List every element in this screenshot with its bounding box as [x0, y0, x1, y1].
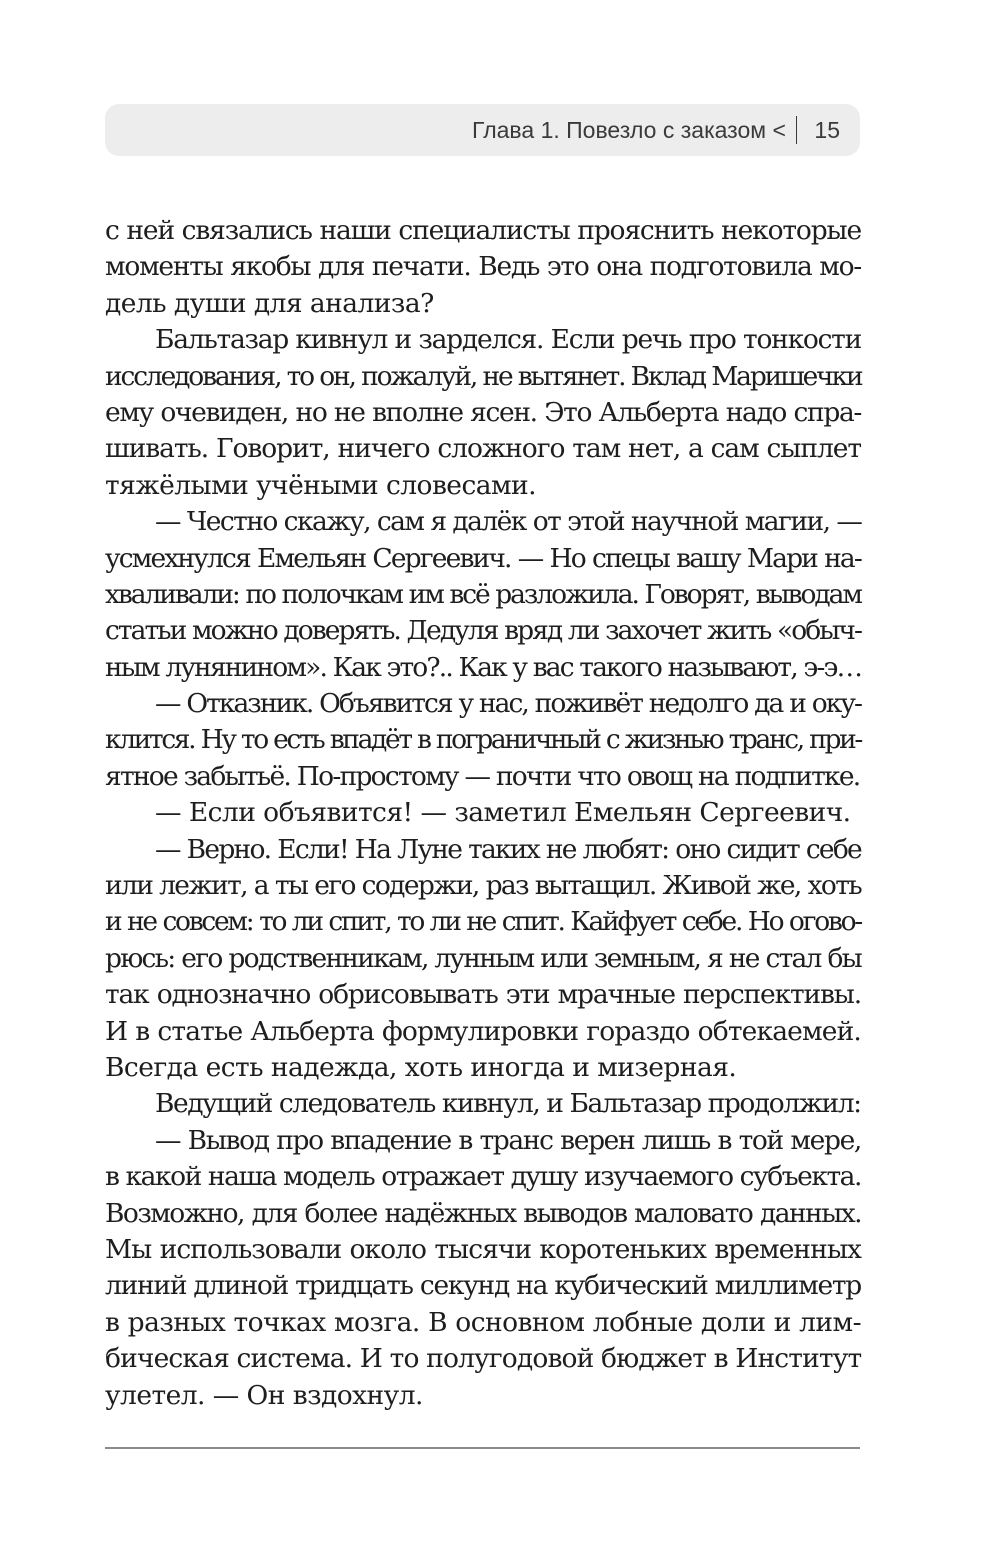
text-line: Ведущий следователь кивнул, и Бальтазар продолжил:	[155, 1088, 861, 1120]
text-line: в разных точках мозга. В основном лобные доли и лим-	[105, 1306, 861, 1338]
text-line: Возможно, для более надёжных выводов маловато данных.	[105, 1197, 861, 1229]
text-line: линий длиной тридцать секунд на кубический миллиметр	[105, 1270, 861, 1302]
text-line: тяжёлыми учёными словесами.	[105, 469, 537, 501]
text-line: дель души для анализа?	[105, 287, 434, 319]
text-line: бическая система. И то полугодовой бюджет в Институт	[105, 1343, 862, 1375]
text-line: и не совсем: то ли спит, то ли не спит. Кайфует себе. Но огово-	[105, 906, 861, 938]
text-line: исследования, то он, пожалуй, не вытянет. Вклад Маришечки	[105, 360, 862, 392]
text-line: улетел. — Он вздохнул.	[105, 1379, 423, 1411]
text-line: — Вывод про впадение в транс верен лишь в той мере,	[155, 1124, 861, 1156]
text-line: Всегда есть надежда, хоть иногда и мизерная.	[105, 1051, 737, 1083]
text-line: — Если объявится! — заметил Емельян Сергеевич.	[155, 797, 851, 829]
text-line: в какой наша модель отражает душу изучаемого субъекта.	[105, 1161, 861, 1193]
header-separator	[796, 116, 798, 144]
running-header	[105, 104, 860, 156]
text-line: шивать. Говорит, ничего сложного там нет, а сам сыплет	[105, 433, 861, 465]
text-line: И в статье Альберта формулировки гораздо обтекаемей.	[105, 1015, 861, 1047]
text-line: ему очевиден, но не вполне ясен. Это Альберта надо спра-	[105, 396, 861, 428]
text-line: рюсь: его родственникам, лунным или земным, я не стал бы	[105, 942, 861, 974]
text-line: — Честно скажу, сам я далёк от этой научной магии, —	[155, 506, 862, 538]
text-line: или лежит, а ты его содержи, раз вытащил. Живой же, хоть	[105, 870, 861, 902]
footer-rule	[105, 1447, 860, 1449]
text-line: с ней связались наши специалисты прояснить некоторые	[105, 215, 861, 246]
text-line: статьи можно доверять. Дедуля вряд ли захочет жить «обыч-	[105, 615, 861, 647]
text-line: так однозначно обрисовывать эти мрачные перспективы.	[105, 979, 861, 1011]
text-line: Бальтазар кивнул и зарделся. Если речь про тонкости	[155, 324, 861, 356]
body-text	[105, 213, 861, 1414]
text-line: — Верно. Если! На Луне таких не любят: оно сидит себе	[155, 833, 861, 865]
text-line: — Отказник. Объявится у нас, поживёт недолго да и оку-	[155, 688, 861, 720]
text-line: клится. Ну то есть впадёт в пограничный с жизнью транс, при-	[105, 724, 861, 756]
text-line: усмехнулся Емельян Сергеевич. — Но спецы вашу Мари на-	[105, 542, 861, 574]
text-line: ятное забытьё. По-простому — почти что овощ на подпитке.	[105, 760, 860, 792]
text-line: ным лунянином». Как это?.. Как у вас такого называют, э-э…	[105, 651, 862, 683]
text-line: моменты якобы для печати. Ведь это она подготовила мо-	[105, 251, 861, 283]
text-line: Мы использовали около тысячи коротеньких временных	[105, 1233, 861, 1265]
text-line: хваливали: по полочкам им всё разложила. Говорят, выводам	[105, 578, 861, 610]
page-number: 15	[814, 116, 840, 143]
chapter-title: Глава 1. Повезло с заказом <	[472, 116, 786, 143]
